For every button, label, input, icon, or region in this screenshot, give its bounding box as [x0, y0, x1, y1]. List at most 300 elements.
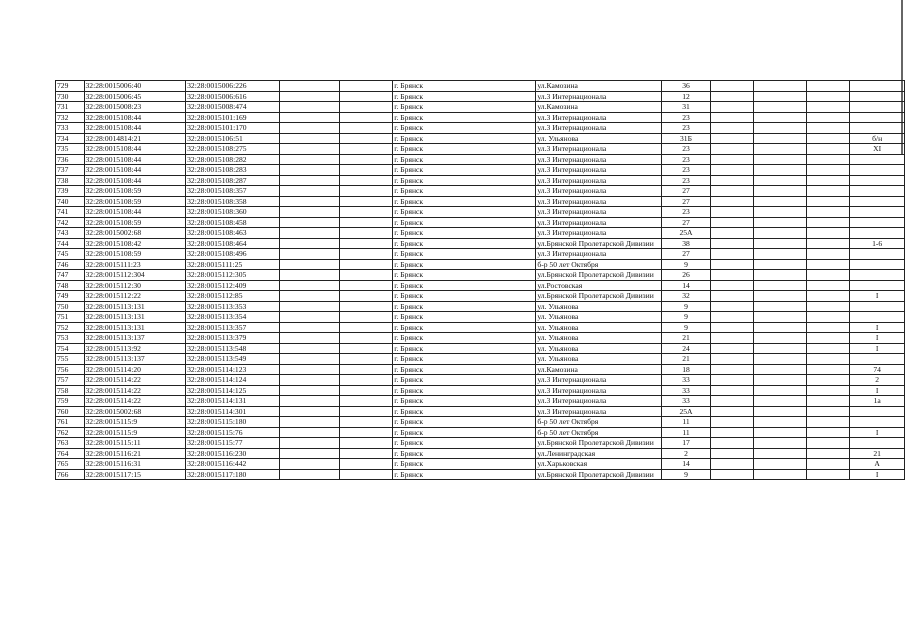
row-number-cell: 745	[56, 249, 85, 260]
empty-cell	[280, 133, 340, 144]
premises-number-cell	[850, 354, 905, 365]
row-number-cell: 762	[56, 427, 85, 438]
house-number-cell: 17	[662, 438, 711, 449]
city-cell: г. Брянск	[393, 207, 536, 218]
empty-cell	[754, 312, 806, 323]
empty-cell	[340, 217, 393, 228]
empty-cell	[754, 448, 806, 459]
premises-number-cell	[850, 259, 905, 270]
land-cadastral-number-cell: 32:28:0015108:44	[84, 175, 186, 186]
city-cell: г. Брянск	[393, 375, 536, 386]
object-cadastral-number-cell: 32:28:0015101:169	[186, 112, 280, 123]
empty-cell	[754, 123, 806, 134]
row-number-cell: 731	[56, 102, 85, 113]
street-cell: ул.3 Интернационала	[536, 385, 662, 396]
empty-cell	[806, 364, 850, 375]
table-row	[56, 144, 905, 155]
row-number-cell: 765	[56, 459, 85, 470]
street-cell: ул.3 Интернационала	[536, 91, 662, 102]
table-row	[56, 312, 905, 323]
object-cadastral-number-cell: 32:28:0015115:76	[186, 427, 280, 438]
premises-number-cell: б/н	[850, 133, 905, 144]
empty-cell	[340, 102, 393, 113]
empty-cell	[710, 259, 754, 270]
empty-cell	[806, 112, 850, 123]
object-cadastral-number-cell: 32:28:0015114:124	[186, 375, 280, 386]
street-cell: ул.3 Интернационала	[536, 396, 662, 407]
house-number-cell: 12	[662, 91, 711, 102]
empty-cell	[754, 385, 806, 396]
object-cadastral-number-cell: 32:28:0015113:353	[186, 301, 280, 312]
land-cadastral-number-cell: 32:28:0015108:44	[84, 165, 186, 176]
empty-cell	[710, 165, 754, 176]
empty-cell	[280, 385, 340, 396]
empty-cell	[280, 312, 340, 323]
empty-cell	[340, 438, 393, 449]
house-number-cell: 23	[662, 207, 711, 218]
empty-cell	[340, 469, 393, 480]
empty-cell	[754, 280, 806, 291]
city-cell: г. Брянск	[393, 333, 536, 344]
premises-number-cell	[850, 417, 905, 428]
empty-cell	[340, 144, 393, 155]
empty-cell	[710, 417, 754, 428]
street-cell: ул.3 Интернационала	[536, 154, 662, 165]
table-row	[56, 175, 905, 186]
street-cell: ул.Харьковская	[536, 459, 662, 470]
row-number-cell: 747	[56, 270, 85, 281]
row-number-cell: 759	[56, 396, 85, 407]
empty-cell	[806, 385, 850, 396]
registry-table	[55, 80, 905, 480]
empty-cell	[754, 270, 806, 281]
row-number-cell: 734	[56, 133, 85, 144]
object-cadastral-number-cell: 32:28:0015117:180	[186, 469, 280, 480]
row-number-cell: 748	[56, 280, 85, 291]
city-cell: г. Брянск	[393, 270, 536, 281]
land-cadastral-number-cell: 32:28:0015114:22	[84, 375, 186, 386]
row-number-cell: 764	[56, 448, 85, 459]
empty-cell	[280, 154, 340, 165]
empty-cell	[806, 196, 850, 207]
land-cadastral-number-cell: 32:28:0015108:59	[84, 217, 186, 228]
row-number-cell: 763	[56, 438, 85, 449]
object-cadastral-number-cell: 32:28:0015115:77	[186, 438, 280, 449]
house-number-cell: 21	[662, 354, 711, 365]
premises-number-cell	[850, 81, 905, 92]
row-number-cell: 749	[56, 291, 85, 302]
object-cadastral-number-cell: 32:28:0015108:358	[186, 196, 280, 207]
empty-cell	[280, 291, 340, 302]
empty-cell	[280, 165, 340, 176]
street-cell: б-р 50 лет Октября	[536, 427, 662, 438]
object-cadastral-number-cell: 32:28:0015114:131	[186, 396, 280, 407]
empty-cell	[754, 291, 806, 302]
city-cell: г. Брянск	[393, 112, 536, 123]
empty-cell	[280, 469, 340, 480]
object-cadastral-number-cell: 32:28:0015113:379	[186, 333, 280, 344]
house-number-cell: 27	[662, 196, 711, 207]
row-number-cell: 746	[56, 259, 85, 270]
house-number-cell: 25А	[662, 406, 711, 417]
empty-cell	[340, 280, 393, 291]
row-number-cell: 729	[56, 81, 85, 92]
empty-cell	[280, 406, 340, 417]
empty-cell	[710, 217, 754, 228]
street-cell: ул.Брянской Пролетарской Дивизии	[536, 238, 662, 249]
house-number-cell: 33	[662, 375, 711, 386]
premises-number-cell: I	[850, 322, 905, 333]
premises-number-cell: 21	[850, 448, 905, 459]
land-cadastral-number-cell: 32:28:0015114:20	[84, 364, 186, 375]
empty-cell	[340, 91, 393, 102]
empty-cell	[754, 301, 806, 312]
land-cadastral-number-cell: 32:28:0015113:137	[84, 354, 186, 365]
row-number-cell: 730	[56, 91, 85, 102]
table-row	[56, 270, 905, 281]
object-cadastral-number-cell: 32:28:0015108:275	[186, 144, 280, 155]
object-cadastral-number-cell: 32:28:0015116:230	[186, 448, 280, 459]
empty-cell	[340, 186, 393, 197]
empty-cell	[340, 270, 393, 281]
land-cadastral-number-cell: 32:28:0015115:9	[84, 427, 186, 438]
row-number-cell: 758	[56, 385, 85, 396]
empty-cell	[710, 375, 754, 386]
land-cadastral-number-cell: 32:28:0015108:44	[84, 112, 186, 123]
row-number-cell: 741	[56, 207, 85, 218]
row-number-cell: 760	[56, 406, 85, 417]
house-number-cell: 2	[662, 448, 711, 459]
row-number-cell: 750	[56, 301, 85, 312]
empty-cell	[710, 469, 754, 480]
city-cell: г. Брянск	[393, 291, 536, 302]
premises-number-cell: 1-6	[850, 238, 905, 249]
land-cadastral-number-cell: 32:28:0015116:21	[84, 448, 186, 459]
empty-cell	[340, 417, 393, 428]
object-cadastral-number-cell: 32:28:0015114:125	[186, 385, 280, 396]
empty-cell	[806, 396, 850, 407]
empty-cell	[340, 396, 393, 407]
empty-cell	[806, 354, 850, 365]
empty-cell	[806, 175, 850, 186]
empty-cell	[806, 375, 850, 386]
city-cell: г. Брянск	[393, 165, 536, 176]
empty-cell	[754, 333, 806, 344]
street-cell: ул. Ульянова	[536, 322, 662, 333]
empty-cell	[280, 354, 340, 365]
house-number-cell: 33	[662, 396, 711, 407]
city-cell: г. Брянск	[393, 175, 536, 186]
city-cell: г. Брянск	[393, 144, 536, 155]
empty-cell	[806, 249, 850, 260]
empty-cell	[806, 238, 850, 249]
street-cell: ул.3 Интернационала	[536, 123, 662, 134]
land-cadastral-number-cell: 32:28:0015114:22	[84, 396, 186, 407]
empty-cell	[340, 249, 393, 260]
empty-cell	[280, 364, 340, 375]
house-number-cell: 33	[662, 385, 711, 396]
premises-number-cell	[850, 406, 905, 417]
empty-cell	[754, 259, 806, 270]
row-number-cell: 766	[56, 469, 85, 480]
city-cell: г. Брянск	[393, 406, 536, 417]
empty-cell	[806, 186, 850, 197]
empty-cell	[754, 469, 806, 480]
object-cadastral-number-cell: 32:28:0015108:360	[186, 207, 280, 218]
object-cadastral-number-cell: 32:28:0015008:474	[186, 102, 280, 113]
row-number-cell: 756	[56, 364, 85, 375]
table-row	[56, 438, 905, 449]
object-cadastral-number-cell: 32:28:0015108:496	[186, 249, 280, 260]
table-row	[56, 406, 905, 417]
land-cadastral-number-cell: 32:28:0015117:15	[84, 469, 186, 480]
land-cadastral-number-cell: 32:28:0015108:59	[84, 186, 186, 197]
empty-cell	[280, 322, 340, 333]
empty-cell	[280, 396, 340, 407]
premises-number-cell	[850, 154, 905, 165]
object-cadastral-number-cell: 32:28:0015113:549	[186, 354, 280, 365]
object-cadastral-number-cell: 32:28:0015106:51	[186, 133, 280, 144]
empty-cell	[280, 91, 340, 102]
city-cell: г. Брянск	[393, 91, 536, 102]
table-row	[56, 459, 905, 470]
house-number-cell: 25А	[662, 228, 711, 239]
empty-cell	[280, 175, 340, 186]
house-number-cell: 23	[662, 144, 711, 155]
row-number-cell: 755	[56, 354, 85, 365]
empty-cell	[806, 438, 850, 449]
empty-cell	[280, 301, 340, 312]
city-cell: г. Брянск	[393, 427, 536, 438]
city-cell: г. Брянск	[393, 469, 536, 480]
table-row	[56, 102, 905, 113]
house-number-cell: 14	[662, 280, 711, 291]
row-number-cell: 735	[56, 144, 85, 155]
city-cell: г. Брянск	[393, 417, 536, 428]
row-number-cell: 743	[56, 228, 85, 239]
empty-cell	[806, 301, 850, 312]
house-number-cell: 27	[662, 249, 711, 260]
empty-cell	[340, 291, 393, 302]
premises-number-cell	[850, 312, 905, 323]
row-number-cell: 736	[56, 154, 85, 165]
row-number-cell: 739	[56, 186, 85, 197]
empty-cell	[754, 322, 806, 333]
street-cell: ул.Ленинградская	[536, 448, 662, 459]
empty-cell	[806, 154, 850, 165]
object-cadastral-number-cell: 32:28:0015114:123	[186, 364, 280, 375]
empty-cell	[754, 91, 806, 102]
city-cell: г. Брянск	[393, 343, 536, 354]
city-cell: г. Брянск	[393, 102, 536, 113]
empty-cell	[340, 385, 393, 396]
row-number-cell: 733	[56, 123, 85, 134]
city-cell: г. Брянск	[393, 217, 536, 228]
premises-number-cell: А	[850, 459, 905, 470]
empty-cell	[710, 427, 754, 438]
table-row	[56, 123, 905, 134]
premises-number-cell	[850, 270, 905, 281]
city-cell: г. Брянск	[393, 259, 536, 270]
object-cadastral-number-cell: 32:28:0015112:409	[186, 280, 280, 291]
empty-cell	[280, 186, 340, 197]
empty-cell	[710, 249, 754, 260]
empty-cell	[280, 102, 340, 113]
house-number-cell: 14	[662, 459, 711, 470]
house-number-cell: 31	[662, 102, 711, 113]
city-cell: г. Брянск	[393, 301, 536, 312]
empty-cell	[754, 375, 806, 386]
street-cell: ул.3 Интернационала	[536, 186, 662, 197]
empty-cell	[754, 154, 806, 165]
empty-cell	[710, 91, 754, 102]
empty-cell	[710, 396, 754, 407]
empty-cell	[340, 112, 393, 123]
table-row	[56, 186, 905, 197]
house-number-cell: 26	[662, 270, 711, 281]
empty-cell	[710, 459, 754, 470]
empty-cell	[754, 102, 806, 113]
premises-number-cell	[850, 228, 905, 239]
row-number-cell: 757	[56, 375, 85, 386]
empty-cell	[754, 207, 806, 218]
table-row	[56, 91, 905, 102]
empty-cell	[710, 238, 754, 249]
empty-cell	[710, 333, 754, 344]
empty-cell	[280, 196, 340, 207]
empty-cell	[340, 207, 393, 218]
house-number-cell: 23	[662, 112, 711, 123]
row-number-cell: 737	[56, 165, 85, 176]
object-cadastral-number-cell: 32:28:0015006:226	[186, 81, 280, 92]
empty-cell	[754, 438, 806, 449]
empty-cell	[340, 228, 393, 239]
empty-cell	[806, 123, 850, 134]
premises-number-cell	[850, 301, 905, 312]
empty-cell	[710, 291, 754, 302]
table-row	[56, 217, 905, 228]
street-cell: ул.Камозина	[536, 102, 662, 113]
empty-cell	[710, 406, 754, 417]
row-number-cell: 753	[56, 333, 85, 344]
street-cell: ул. Ульянова	[536, 301, 662, 312]
empty-cell	[280, 459, 340, 470]
house-number-cell: 9	[662, 301, 711, 312]
empty-cell	[340, 81, 393, 92]
empty-cell	[280, 81, 340, 92]
object-cadastral-number-cell: 32:28:0015112:305	[186, 270, 280, 281]
house-number-cell: 9	[662, 259, 711, 270]
empty-cell	[754, 186, 806, 197]
table-row	[56, 448, 905, 459]
street-cell: ул.3 Интернационала	[536, 375, 662, 386]
street-cell: ул. Ульянова	[536, 354, 662, 365]
empty-cell	[710, 385, 754, 396]
city-cell: г. Брянск	[393, 280, 536, 291]
row-number-cell: 761	[56, 417, 85, 428]
land-cadastral-number-cell: 32:28:0015006:40	[84, 81, 186, 92]
object-cadastral-number-cell: 32:28:0015111:25	[186, 259, 280, 270]
empty-cell	[280, 375, 340, 386]
land-cadastral-number-cell: 32:28:0015111:23	[84, 259, 186, 270]
premises-number-cell: XI	[850, 144, 905, 155]
city-cell: г. Брянск	[393, 186, 536, 197]
empty-cell	[340, 196, 393, 207]
city-cell: г. Брянск	[393, 133, 536, 144]
street-cell: ул.Брянской Пролетарской Дивизии	[536, 469, 662, 480]
premises-number-cell	[850, 123, 905, 134]
empty-cell	[710, 354, 754, 365]
city-cell: г. Брянск	[393, 312, 536, 323]
land-cadastral-number-cell: 32:28:0015112:304	[84, 270, 186, 281]
table-row	[56, 375, 905, 386]
table-row	[56, 238, 905, 249]
premises-number-cell	[850, 165, 905, 176]
table-row	[56, 249, 905, 260]
empty-cell	[806, 259, 850, 270]
city-cell: г. Брянск	[393, 438, 536, 449]
empty-cell	[710, 322, 754, 333]
land-cadastral-number-cell: 32:28:0015113:131	[84, 301, 186, 312]
object-cadastral-number-cell: 32:28:0015113:548	[186, 343, 280, 354]
empty-cell	[710, 270, 754, 281]
row-number-cell: 742	[56, 217, 85, 228]
empty-cell	[754, 81, 806, 92]
house-number-cell: 38	[662, 238, 711, 249]
empty-cell	[710, 186, 754, 197]
empty-cell	[280, 123, 340, 134]
street-cell: ул.3 Интернационала	[536, 228, 662, 239]
empty-cell	[280, 448, 340, 459]
table-row	[56, 343, 905, 354]
empty-cell	[806, 427, 850, 438]
empty-cell	[754, 459, 806, 470]
row-number-cell: 754	[56, 343, 85, 354]
object-cadastral-number-cell: 32:28:0015116:442	[186, 459, 280, 470]
row-number-cell: 740	[56, 196, 85, 207]
row-number-cell: 738	[56, 175, 85, 186]
house-number-cell: 23	[662, 165, 711, 176]
empty-cell	[710, 144, 754, 155]
premises-number-cell	[850, 438, 905, 449]
empty-cell	[806, 81, 850, 92]
empty-cell	[806, 228, 850, 239]
premises-number-cell	[850, 280, 905, 291]
empty-cell	[806, 312, 850, 323]
empty-cell	[280, 270, 340, 281]
table-row	[56, 196, 905, 207]
empty-cell	[710, 102, 754, 113]
table-row	[56, 427, 905, 438]
city-cell: г. Брянск	[393, 364, 536, 375]
empty-cell	[806, 91, 850, 102]
object-cadastral-number-cell: 32:28:0015115:180	[186, 417, 280, 428]
street-cell: ул.3 Интернационала	[536, 207, 662, 218]
empty-cell	[754, 144, 806, 155]
empty-cell	[340, 364, 393, 375]
empty-cell	[710, 112, 754, 123]
land-cadastral-number-cell: 32:28:0014814:21	[84, 133, 186, 144]
empty-cell	[340, 175, 393, 186]
empty-cell	[754, 343, 806, 354]
house-number-cell: 9	[662, 322, 711, 333]
empty-cell	[710, 448, 754, 459]
empty-cell	[754, 249, 806, 260]
table-row	[56, 291, 905, 302]
premises-number-cell	[850, 112, 905, 123]
house-number-cell: 9	[662, 469, 711, 480]
empty-cell	[806, 217, 850, 228]
